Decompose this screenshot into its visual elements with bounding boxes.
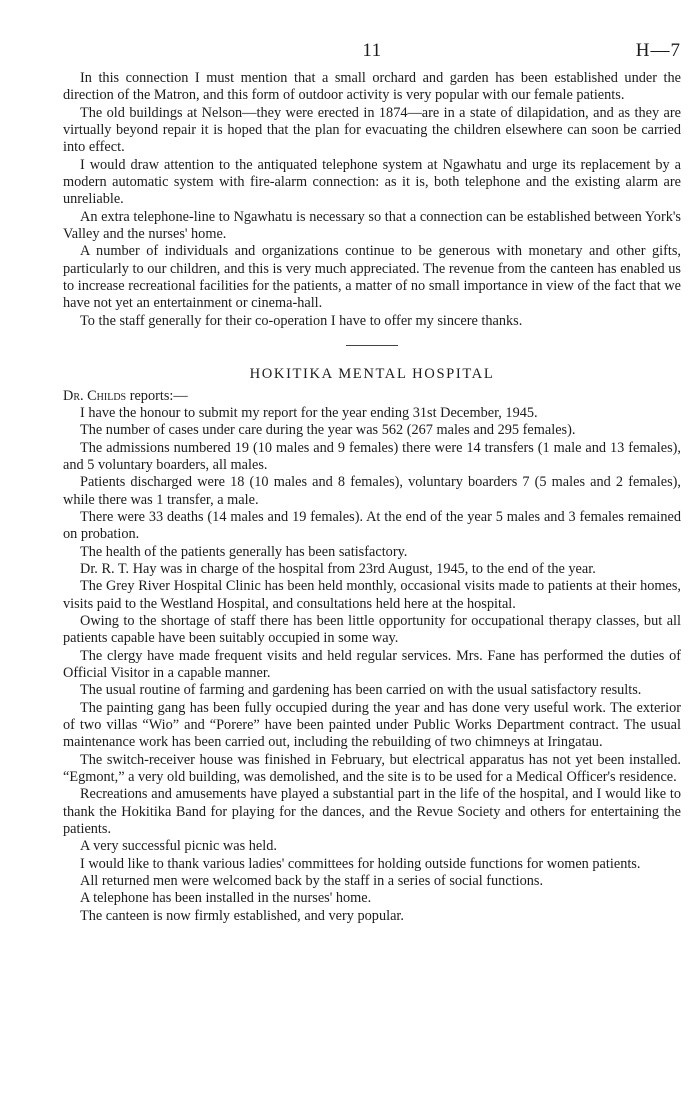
report-paragraph: A telephone has been installed in the nurses' home. — [80, 890, 372, 907]
report-text — [63, 70, 681, 925]
intro-paragraph: In this connection I must mention that a small orchard and garden has been established under the direction of the Matron, and this form of outdoor activity is very popular with our female patients. — [63, 70, 681, 104]
report-paragraph: The canteen is now firmly established, and very popular. — [80, 907, 404, 924]
section-title: HOKITIKA MENTAL HOSPITAL — [249, 366, 495, 383]
report-paragraph: The usual routine of farming and gardening has been carried on with the usual satisfactory results. — [80, 682, 642, 699]
intro-paragraph: The old buildings at Nelson—they were erected in 1874—are in a state of dilapidation, and as they are virtually beyond repair it is hoped that the plan for evacuating the children elsewhere can soon be carried into effect. — [63, 104, 681, 156]
report-paragraph: I have the honour to submit my report for the year ending 31st December, 1945. — [80, 404, 538, 421]
report-paragraph: All returned men were welcomed back by the staff in a series of social functions. — [80, 873, 544, 890]
report-paragraph: The switch-receiver house was finished in February, but electrical apparatus has not yet been installed. “Egmont,” a very old building, was demolished, and the site is to be used for a Medical Officer's residence. — [63, 751, 681, 786]
intro-paragraph: I would draw attention to the antiquated telephone system at Ngawhatu and urge its replacement by a modern automatic system with fire-alarm connection: as it is, both telephone and the existing alarm are unreliable. — [63, 156, 681, 208]
report-paragraph: There were 33 deaths (14 males and 19 females). At the end of the year 5 males and 3 females remained on probation. — [63, 508, 681, 543]
reporter-name: Dr. Childs — [63, 387, 127, 404]
report-paragraph: Recreations and amusements have played a substantial part in the life of the hospital, and I would like to thank the Hokitika Band for playing for the dances, and the Revue Society and others for entertaining the patients. — [63, 786, 681, 838]
intro-paragraph: To the staff generally for their co-operation I have to offer my sincere thanks. — [80, 312, 523, 329]
report-paragraph: The clergy have made frequent visits and held regular services. Mrs. Fane has performed the duties of Official Visitor in a capable manner. — [63, 647, 681, 681]
reporter-suffix: reports:— — [126, 387, 188, 404]
report-paragraph: Dr. R. T. Hay was in charge of the hospital from 23rd August, 1945, to the end of the year. — [80, 560, 596, 577]
page-number: 11 — [362, 40, 382, 61]
page-header — [63, 40, 681, 64]
report-paragraph: The Grey River Hospital Clinic has been held monthly, occasional visits made to patients at their homes, visits paid to the Westland Hospital, and consultations held here at the hospital. — [63, 578, 681, 612]
report-paragraph: The number of cases under care during the year was 562 (267 males and 295 females). — [80, 422, 576, 439]
report-paragraph: Patients discharged were 18 (10 males and 8 females), voluntary boarders 7 (5 males and 2 females), while there was 1 transfer, a male. — [63, 474, 681, 508]
section-divider — [346, 345, 398, 346]
report-section — [63, 405, 681, 925]
report-paragraph: The painting gang has been fully occupied during the year and has done very useful work. The exterior of two villas “Wio” and “Porere” have been painted under Public Works Department contract. The usual maintenance work has been carried out, including the rebuilding of two chimneys at Iringatau. — [63, 699, 681, 751]
intro-section — [63, 70, 681, 330]
report-paragraph: I would like to thank various ladies' committees for holding outside functions for women patients. — [80, 855, 641, 872]
report-paragraph: The admissions numbered 19 (10 males and 9 females) there were 14 transfers (1 male and 13 females), and 5 voluntary boarders, all males. — [63, 439, 681, 473]
document-code: H—7 — [635, 40, 681, 61]
report-paragraph: A very successful picnic was held. — [80, 838, 277, 855]
intro-paragraph: An extra telephone-line to Ngawhatu is necessary so that a connection can be established between York's Valley and the nurses' home. — [63, 208, 681, 243]
report-paragraph: Owing to the shortage of staff there has been little opportunity for occupational therapy classes, but all patients capable have been suitably occupied in some way. — [63, 612, 681, 647]
intro-paragraph: A number of individuals and organizations continue to be generous with monetary and other gifts, particularly to our children, and this is very much appreciated. The revenue from the canteen has enabled us to increase recreational facilities for the patients, a matter of no small importance in view of the fact that we have not yet an entertainment or cinema-hall. — [63, 243, 681, 312]
report-paragraph: The health of the patients generally has been satisfactory. — [80, 543, 408, 560]
reporter-line — [63, 388, 681, 405]
